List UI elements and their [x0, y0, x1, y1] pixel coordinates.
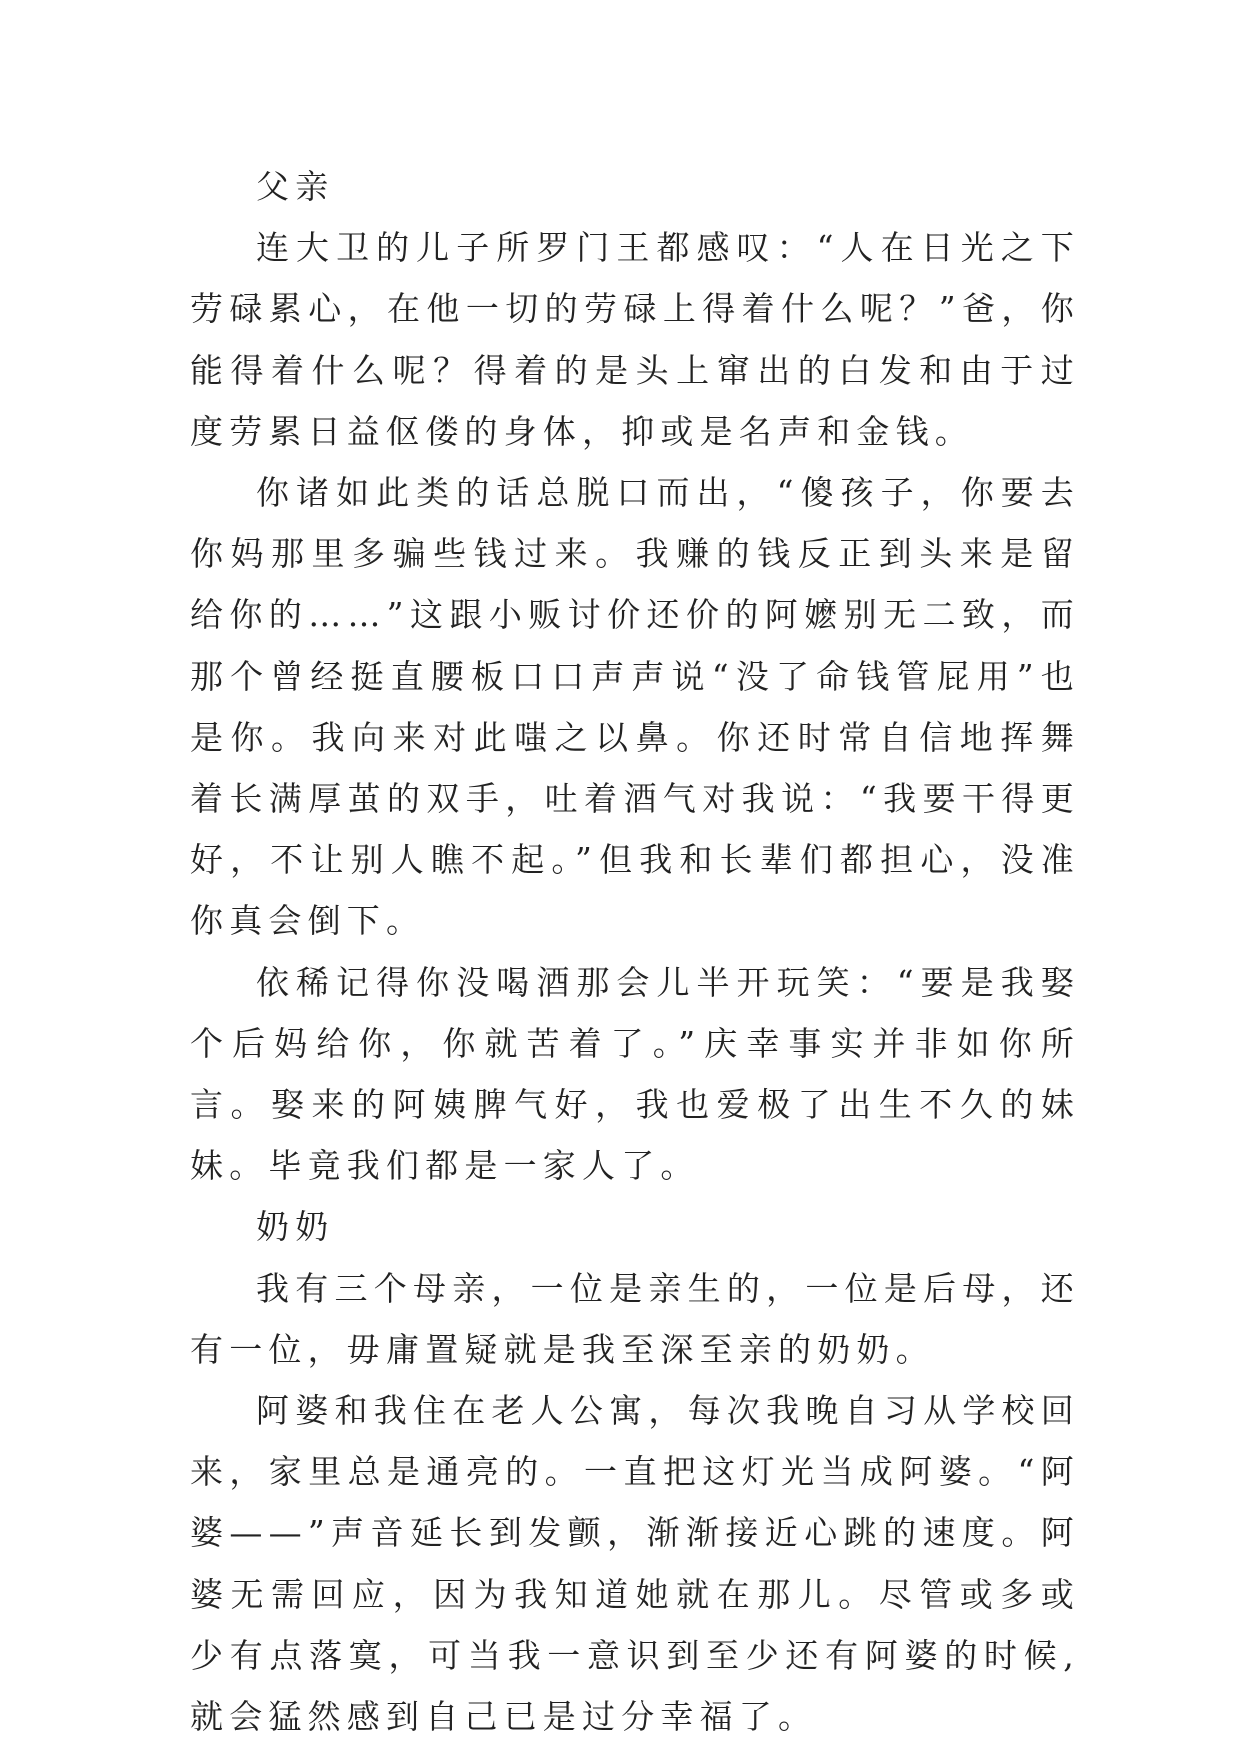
paragraph: 阿婆和我住在老人公寓，每次我晚自习从学校回来，家里总是通亮的。一直把这灯光当成阿婆。“阿婆——”声音延长到发颤，渐渐接近心跳的速度。阿婆无需回应，因为我知道她就在那儿。尽管或多或少有点落寞，可当我一意识到至少还有阿婆的时候,就会猛然感到自己已是过分幸福了。 [190, 1391, 1080, 1737]
paragraph: 依稀记得你没喝酒那会儿半开玩笑：“要是我娶个后妈给你，你就苦着了。”庆幸事实并非如你所言。娶来的阿姨脾气好，我也爱极了出生不久的妹妹。毕竟我们都是一家人了。 [190, 962, 1080, 1186]
document-body [190, 156, 1080, 1747]
section-heading-father: 父亲 [256, 167, 335, 206]
paragraph: 你诸如此类的话总脱口而出，“傻孩子，你要去你妈那里多骗些钱过来。我赚的钱反正到头来是留给你的……”这跟小贩讨价还价的阿嬷别无二致，而那个曾经挺直腰板口口声声说“没了命钱管屁用”也是你。我向来对此嗤之以鼻。你还时常自信地挥舞着长满厚茧的双手，吐着酒气对我说：“我要干得更好，不让别人瞧不起。”但我和长辈们都担心，没准你真会倒下。 [190, 473, 1080, 941]
section-heading-grandma: 奶奶 [256, 1207, 335, 1247]
paragraph: 我有三个母亲，一位是亲生的，一位是后母，还有一位，毋庸置疑就是我至深至亲的奶奶。 [190, 1268, 1080, 1369]
paragraph: 连大卫的儿子所罗门王都感叹：“人在日光之下劳碌累心，在他一切的劳碌上得着什么呢？”爸，你能得着什么呢？得着的是头上窜出的白发和由于过度劳累日益伛偻的身体，抑或是名声和金钱。 [190, 228, 1080, 451]
